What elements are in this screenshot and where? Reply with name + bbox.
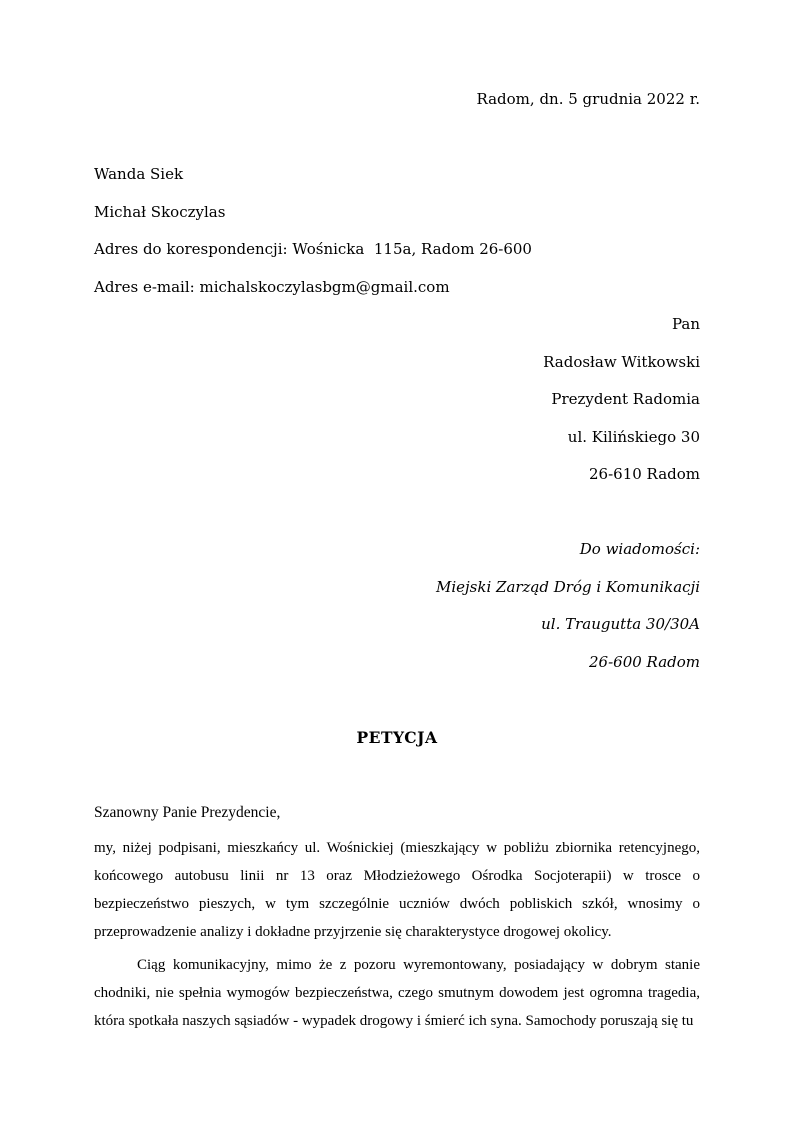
body-paragraph-2: Ciąg komunikacyjny, mimo że z pozoru wyremontowany, posiadający w dobrym stanie chodniki, nie spełnia wymogów bezpieczeństwa, czego smutnym dowodem jest ogromna tragedia, która spotkała naszych sąsiadów - wypadek drogowy i śmierć ich syna. Samochody poruszają się tu	[94, 957, 700, 1029]
sender-postal-address: Adres do korespondencji: Wośnicka 115a, Radom 26-600	[94, 240, 532, 258]
sender-name-2: Michał Skoczylas	[94, 202, 226, 221]
spacer	[94, 681, 700, 719]
spacer	[94, 756, 700, 794]
sender-name-1: Wanda Siek	[94, 165, 184, 183]
salutation: Szanowny Panie Prezydencie,	[94, 803, 281, 821]
recipient-title: Prezydent Radomia	[551, 390, 700, 408]
body-paragraph-1: my, niżej podpisani, mieszkańcy ul. Wośnickiej (mieszkający w pobliżu zbiornika retencyjnego, końcowego autobusu linii nr 13 oraz Młodzieżowego Ośrodka Socjoterapii) w trosce o bezpieczeństwo pieszych, w tym szczególnie uczniów dwóch pobliskich szkół, wnosimy o przeprowadzenie analizy i dokładne przyjrzenie się charakterystyce drogowej okolicy.	[94, 840, 700, 940]
petition-title: PETYCJA	[356, 727, 438, 747]
recipient-city: 26-610 Radom	[589, 465, 700, 483]
recipient-salutation: Pan	[671, 315, 700, 333]
cc-organization: Miejski Zarząd Dróg i Komunikacji	[435, 577, 700, 596]
cc-label: Do wiadomości:	[579, 540, 700, 558]
recipient-street: ul. Kilińskiego 30	[567, 427, 700, 446]
date-line: Radom, dn. 5 grudnia 2022 r.	[476, 90, 700, 108]
recipient-name: Radosław Witkowski	[543, 352, 700, 371]
cc-city: 26-600 Radom	[589, 652, 700, 671]
spacer	[94, 494, 700, 532]
cc-street: ul. Traugutta 30/30A	[541, 615, 700, 633]
sender-email-address: Adres e-mail: michalskoczylasbgm@gmail.com	[94, 277, 450, 296]
spacer	[94, 119, 700, 157]
